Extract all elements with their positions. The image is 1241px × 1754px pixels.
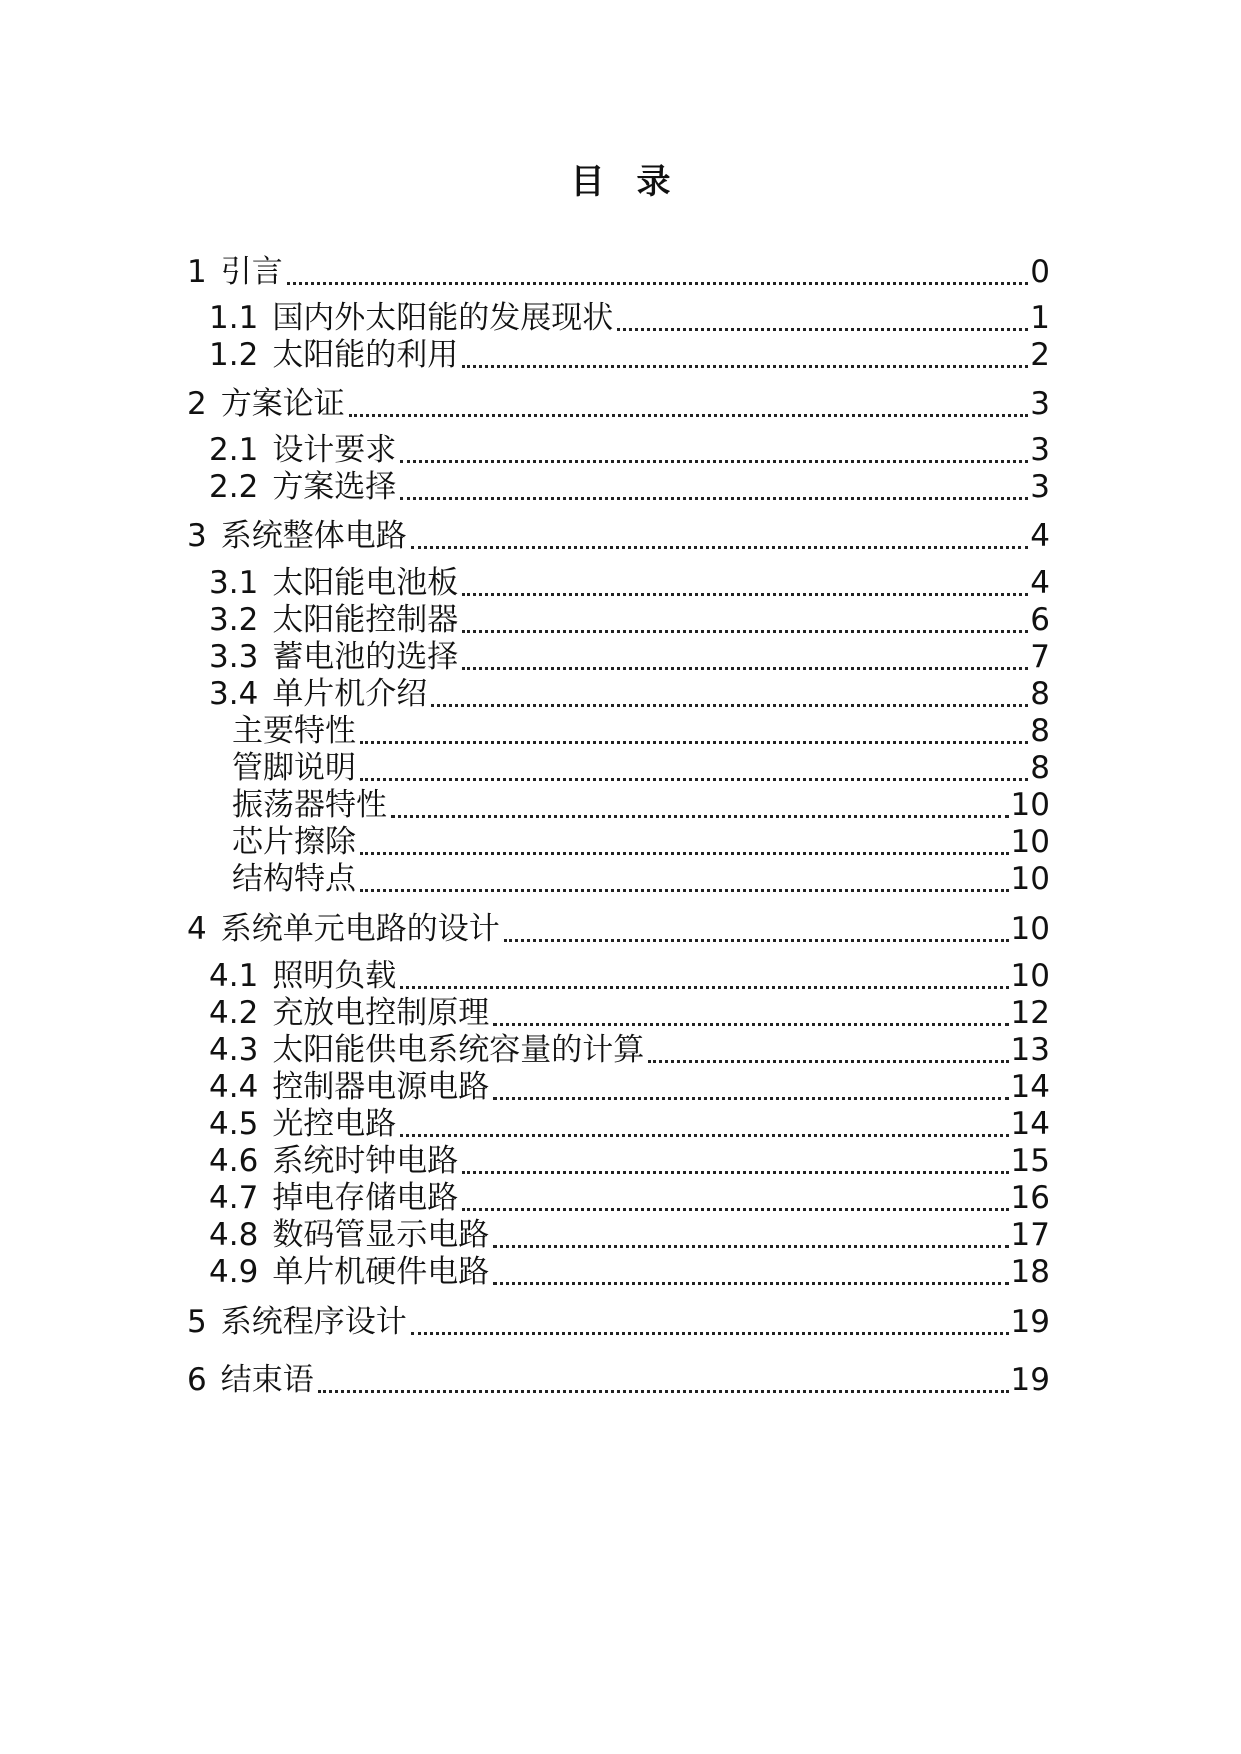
toc-entry-page-number: 4 [1030, 565, 1050, 601]
toc-entry[interactable] [209, 637, 1050, 677]
toc-entry-page-number: 12 [1010, 995, 1050, 1031]
toc-entry-number: 3.1 [209, 565, 259, 601]
toc-entry-label: 光控电路 [272, 1106, 397, 1142]
toc-entry[interactable] [232, 822, 1050, 862]
toc-entry[interactable] [209, 674, 1050, 714]
toc-dot-leader [360, 748, 1028, 788]
toc-entry[interactable] [209, 1104, 1050, 1144]
toc-entry-page-number: 3 [1030, 432, 1050, 468]
toc-dot-leader [360, 711, 1028, 751]
toc-entry-label: 结构特点 [232, 861, 356, 897]
toc-entry-label: 照明负载 [272, 958, 397, 994]
toc-entry-number: 4.1 [209, 958, 259, 994]
toc-entry-number: 1.2 [209, 337, 259, 373]
toc-dot-leader [349, 384, 1029, 424]
toc-entry[interactable] [209, 993, 1050, 1033]
page-title-char-1: 目 [570, 162, 605, 202]
toc-entry-label: 太阳能的利用 [272, 337, 459, 373]
toc-dot-leader [400, 956, 1008, 996]
toc-dot-leader [400, 1104, 1008, 1144]
toc-entry[interactable] [209, 1030, 1050, 1070]
toc-entry[interactable] [209, 1252, 1050, 1292]
toc-entry[interactable] [232, 711, 1050, 751]
toc-entry[interactable] [187, 1302, 1050, 1342]
toc-entry-number: 4.5 [209, 1106, 259, 1142]
toc-entry-page-number: 14 [1010, 1106, 1050, 1142]
toc-entry-page-number: 1 [1030, 300, 1050, 336]
toc-entry-number: 4.9 [209, 1254, 259, 1290]
toc-dot-leader [504, 909, 1009, 949]
toc-entry-page-number: 16 [1010, 1180, 1050, 1216]
toc-entry-label: 引言 [220, 254, 283, 290]
toc-entry-page-number: 13 [1010, 1032, 1050, 1068]
toc-dot-leader [400, 430, 1028, 470]
toc-entry-page-number: 10 [1010, 861, 1050, 897]
toc-dot-leader [462, 335, 1028, 375]
toc-entry-number: 4.4 [209, 1069, 259, 1105]
toc-entry-label: 太阳能电池板 [272, 565, 459, 601]
toc-entry-number: 5 [187, 1304, 207, 1340]
toc-entry-label: 结束语 [220, 1362, 314, 1398]
toc-entry-label: 系统时钟电路 [272, 1143, 459, 1179]
toc-entry[interactable] [209, 563, 1050, 603]
toc-entry-label: 芯片擦除 [232, 824, 356, 860]
toc-dot-leader [318, 1360, 1009, 1400]
toc-entry[interactable] [187, 516, 1050, 556]
toc-entry-label: 蓄电池的选择 [272, 639, 459, 675]
toc-entry-page-number: 15 [1010, 1143, 1050, 1179]
toc-dot-leader [493, 1215, 1008, 1255]
toc-entry-label: 设计要求 [272, 432, 397, 468]
toc-entry-number: 1 [187, 254, 207, 290]
toc-entry-page-number: 19 [1010, 1304, 1050, 1340]
toc-entry-page-number: 4 [1030, 518, 1050, 554]
toc-entry-number: 3.2 [209, 602, 259, 638]
toc-entry-number: 4.7 [209, 1180, 259, 1216]
toc-entry-label: 系统单元电路的设计 [220, 911, 500, 947]
toc-entry-label: 控制器电源电路 [272, 1069, 490, 1105]
toc-entry[interactable] [209, 600, 1050, 640]
toc-entry[interactable] [209, 430, 1050, 470]
toc-entry[interactable] [209, 1141, 1050, 1181]
toc-entry-page-number: 3 [1030, 469, 1050, 505]
toc-entry-number: 2.1 [209, 432, 259, 468]
toc-entry[interactable] [232, 859, 1050, 899]
toc-entry-page-number: 10 [1010, 787, 1050, 823]
toc-entry-label: 太阳能供电系统容量的计算 [272, 1032, 645, 1068]
toc-dot-leader [360, 822, 1009, 862]
toc-entry-label: 太阳能控制器 [272, 602, 459, 638]
toc-entry-label: 系统程序设计 [220, 1304, 407, 1340]
toc-dot-leader [493, 993, 1008, 1033]
toc-entry-number: 4.6 [209, 1143, 259, 1179]
toc-dot-leader [462, 1178, 1008, 1218]
toc-entry-label: 充放电控制原理 [272, 995, 490, 1031]
toc-entry-label: 方案论证 [220, 386, 345, 422]
toc-dot-leader [493, 1252, 1008, 1292]
toc-entry-number: 1.1 [209, 300, 259, 336]
toc-entry-page-number: 2 [1030, 337, 1050, 373]
toc-entry[interactable] [209, 1067, 1050, 1107]
toc-entry-number: 3.4 [209, 676, 259, 712]
toc-entry-number: 3 [187, 518, 207, 554]
toc-entry-page-number: 7 [1030, 639, 1050, 675]
toc-entry-number: 4 [187, 911, 207, 947]
toc-dot-leader [391, 785, 1009, 825]
toc-dot-leader [287, 252, 1029, 292]
toc-dot-leader [462, 1141, 1008, 1181]
toc-entry[interactable] [187, 384, 1050, 424]
toc-entry[interactable] [209, 1178, 1050, 1218]
toc-dot-leader [462, 563, 1028, 603]
toc-entry-number: 4.2 [209, 995, 259, 1031]
toc-entry-label: 振荡器特性 [232, 787, 387, 823]
toc-dot-leader [648, 1030, 1008, 1070]
toc-entry-number: 6 [187, 1362, 207, 1398]
toc-entry-page-number: 14 [1010, 1069, 1050, 1105]
toc-entry-label: 单片机介绍 [272, 676, 428, 712]
toc-dot-leader [360, 859, 1009, 899]
toc-entry[interactable] [187, 1360, 1050, 1400]
toc-entry[interactable] [187, 252, 1050, 292]
toc-entry[interactable] [209, 956, 1050, 996]
toc-entry-label: 方案选择 [272, 469, 397, 505]
toc-entry-label: 国内外太阳能的发展现状 [272, 300, 614, 336]
toc-entry-page-number: 8 [1030, 713, 1050, 749]
page-title-char-2: 录 [636, 162, 671, 202]
toc-entry-page-number: 17 [1010, 1217, 1050, 1253]
toc-dot-leader [431, 674, 1028, 714]
toc-entry-page-number: 10 [1010, 911, 1050, 947]
toc-entry-label: 单片机硬件电路 [272, 1254, 490, 1290]
toc-entry-label: 主要特性 [232, 713, 356, 749]
toc-entry-page-number: 6 [1030, 602, 1050, 638]
toc-entry-number: 2 [187, 386, 207, 422]
toc-entry-page-number: 10 [1010, 958, 1050, 994]
toc-dot-leader [411, 516, 1029, 556]
toc-entry-page-number: 8 [1030, 750, 1050, 786]
toc-entry-number: 3.3 [209, 639, 259, 675]
toc-entry-page-number: 8 [1030, 676, 1050, 712]
toc-entry-number: 4.8 [209, 1217, 259, 1253]
toc-entry-number: 4.3 [209, 1032, 259, 1068]
toc-entry-number: 2.2 [209, 469, 259, 505]
toc-entry-label: 系统整体电路 [220, 518, 407, 554]
toc-entry-label: 管脚说明 [232, 750, 356, 786]
toc-dot-leader [493, 1067, 1008, 1107]
toc-dot-leader [462, 600, 1028, 640]
toc-entry[interactable] [209, 1215, 1050, 1255]
toc-entry-page-number: 10 [1010, 824, 1050, 860]
toc-entry[interactable] [209, 335, 1050, 375]
toc-entry[interactable] [187, 909, 1050, 949]
toc-entry[interactable] [232, 785, 1050, 825]
toc-entry-page-number: 19 [1010, 1362, 1050, 1398]
toc-entry-page-number: 3 [1030, 386, 1050, 422]
toc-entry[interactable] [232, 748, 1050, 788]
toc-dot-leader [411, 1302, 1009, 1342]
toc-dot-leader [617, 298, 1028, 338]
toc-entry-label: 数码管显示电路 [272, 1217, 490, 1253]
toc-entry[interactable] [209, 298, 1050, 338]
toc-entry[interactable] [209, 467, 1050, 507]
toc-dot-leader [462, 637, 1028, 677]
toc-entry-page-number: 0 [1030, 254, 1050, 290]
toc-entry-page-number: 18 [1010, 1254, 1050, 1290]
toc-entry-label: 掉电存储电路 [272, 1180, 459, 1216]
toc-dot-leader [400, 467, 1028, 507]
